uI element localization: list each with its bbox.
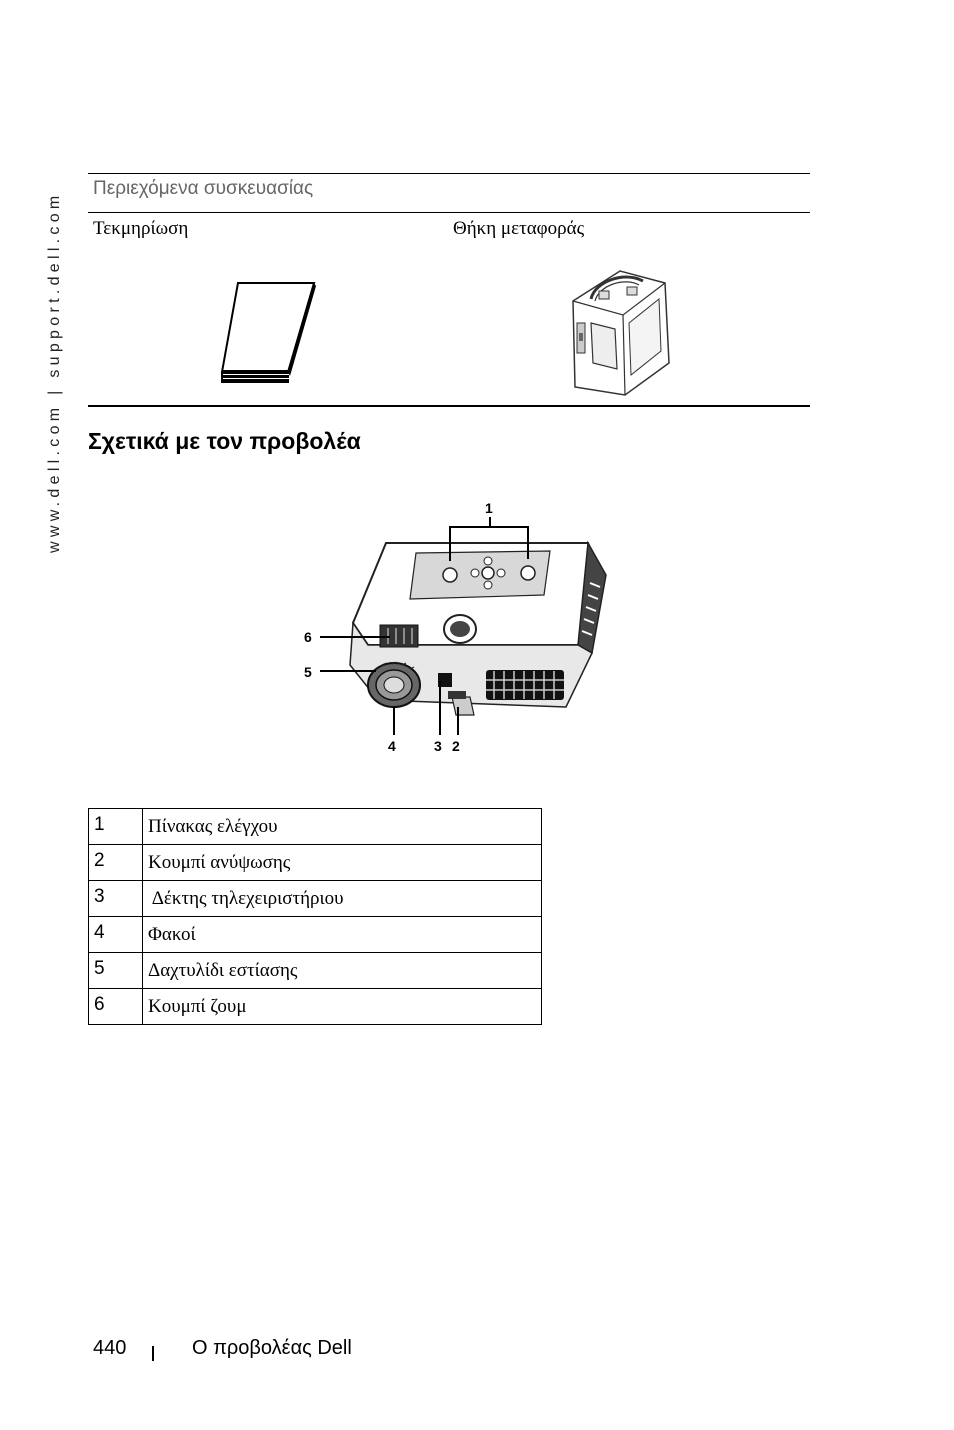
package-header-rule <box>88 212 810 213</box>
section-title: Σχετικά με τον προβολέα <box>88 428 361 454</box>
callout-3: 3 <box>434 738 442 754</box>
part-description: Δαχτυλίδι εστίασης <box>143 953 542 989</box>
part-number: 1 <box>89 809 143 845</box>
part-number: 5 <box>89 953 143 989</box>
callout-5: 5 <box>304 664 312 680</box>
table-row <box>89 917 542 953</box>
table-row <box>89 809 542 845</box>
carrying-case-label: Θήκη μεταφοράς <box>453 218 585 239</box>
table-row <box>89 881 542 917</box>
part-description: Κουμπί ζουμ <box>143 989 542 1025</box>
part-description: Πίνακας ελέγχου <box>143 809 542 845</box>
part-number: 3 <box>89 881 143 917</box>
documentation-booklet-icon <box>218 278 318 388</box>
package-header: Περιεχόμενα συσκευασίας <box>93 178 314 199</box>
documentation-label: Τεκμηρίωση <box>93 218 189 239</box>
package-top-rule <box>88 173 810 174</box>
part-number: 2 <box>89 845 143 881</box>
footer-divider <box>152 1346 154 1361</box>
callout-6: 6 <box>304 629 312 645</box>
page-number: 440 <box>93 1337 127 1359</box>
table-row <box>89 953 542 989</box>
carrying-case-icon <box>565 263 675 398</box>
side-url: www.dell.com | support.dell.com <box>46 191 63 553</box>
part-description: Δέκτης τηλεχειριστήριου <box>143 881 542 917</box>
projector-diagram <box>298 495 618 760</box>
chapter-title: Ο προβολέας Dell <box>192 1337 352 1359</box>
callout-2: 2 <box>452 738 460 754</box>
part-number: 6 <box>89 989 143 1025</box>
package-bottom-rule <box>88 405 810 407</box>
table-row <box>89 845 542 881</box>
parts-table <box>88 808 542 1025</box>
callout-4: 4 <box>388 738 396 754</box>
callout-1: 1 <box>485 500 493 516</box>
part-number: 4 <box>89 917 143 953</box>
part-description: Κουμπί ανύψωσης <box>143 845 542 881</box>
table-row <box>89 989 542 1025</box>
part-description: Φακοί <box>143 917 542 953</box>
